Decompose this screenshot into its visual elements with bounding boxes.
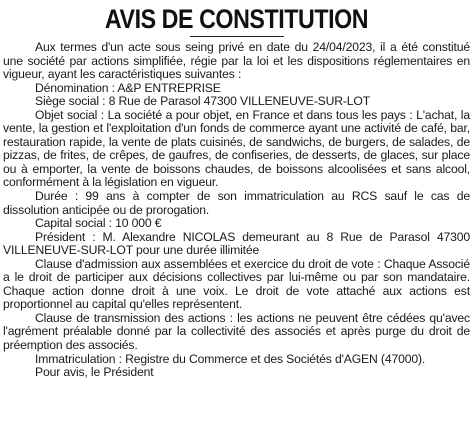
title-underline <box>190 36 284 37</box>
signature-line: Pour avis, le Président <box>35 365 154 380</box>
intro-paragraph: Aux termes d'un acte sous seing privé en date du 24/04/2023, il a été constitué une société par actions simplifiée, régie par la loi et les dispositions réglementaires en vigueur, ayant les caractéristiques suivantes : <box>3 40 470 82</box>
share-capital-line: Capital social : 10 000 € <box>35 216 162 231</box>
denomination-line: Dénomination : A&P ENTREPRISE <box>35 80 221 95</box>
notice-body <box>3 41 470 380</box>
corporate-purpose-paragraph: Objet social : La société a pour objet, en France et dans tous les pays : L'achat, la vente, la gestion et l'exploitation d'un fonds de commerce ayant une activité de café, bar, restauration rapide, la vente de plats cuisinés, de sandwichs, de burgers, de salades, de pizzas, de frites, de crêpes, de gaufres, de confiseries, de desserts, de glaces, sur place ou à emporter, la vente de boissons chaudes, de boissons alcoolisées et sans alcool, conformément à la législation en vigueur. <box>3 107 470 190</box>
registration-line: Immatriculation : Registre du Commerce et des Sociétés d'AGEN (47000). <box>35 351 426 366</box>
duration-paragraph: Durée : 99 ans à compter de son immatriculation au RCS sauf le cas de dissolution anticipée ou de prorogation. <box>3 189 470 217</box>
notice-title: AVIS DE CONSTITUTION <box>104 4 369 34</box>
legal-notice <box>3 0 470 380</box>
president-paragraph: Président : M. Alexandre NICOLAS demeurant au 8 Rue de Parasol 47300 VILLENEUVE-SUR-LOT pour une durée illimitée <box>3 229 470 258</box>
registered-office-line: Siège social : 8 Rue de Parasol 47300 VILLENEUVE-SUR-LOT <box>35 94 371 109</box>
voting-clause-paragraph: Clause d'admission aux assemblées et exercice du droit de vote : Chaque Associé a le droit de participer aux décisions collectives par lui-même ou par son mandataire. Chaque action donne droit à une voix. Le droit de vote attaché aux actions est proportionnel au capital qu'elles représentent. <box>3 256 470 312</box>
share-transfer-clause-paragraph: Clause de transmission des actions : les actions ne peuvent être cédées qu'avec l'agrément préalable donné par la collectivité des associés et après purge du droit de préemption des associés. <box>3 310 470 353</box>
